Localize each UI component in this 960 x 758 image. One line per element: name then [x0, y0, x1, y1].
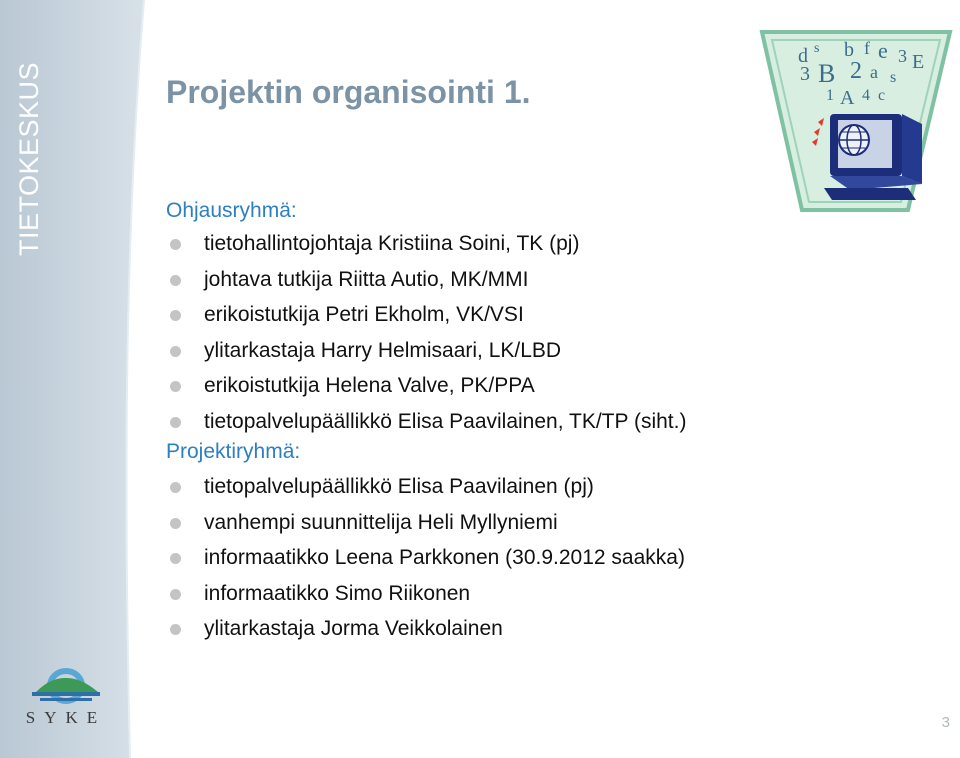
- logo-letter: c: [878, 87, 886, 104]
- list-item: informaatikko Simo Riikonen: [166, 576, 866, 612]
- logo-letter: 3: [898, 46, 907, 66]
- syke-logo: [18, 664, 114, 736]
- sidebar-vertical-label: [4, 0, 48, 256]
- list-item: tietopalvelupäällikkö Elisa Paavilainen (pj): [166, 469, 866, 505]
- list-item: informaatikko Leena Parkkonen (30.9.2012 saakka): [166, 540, 866, 576]
- list-item: tietopalvelupäällikkö Elisa Paavilainen, TK/TP (siht.): [166, 404, 866, 440]
- logo-letter: 1: [826, 87, 834, 104]
- slide-title: Projektin organisointi 1.: [166, 74, 531, 110]
- logo-letter: f: [864, 38, 870, 58]
- list-item: johtava tutkija Riitta Autio, MK/MMI: [166, 262, 866, 298]
- logo-letter: 4: [862, 87, 870, 104]
- logo-letter: b: [844, 39, 854, 61]
- steering-group-heading: Ohjausryhmä:: [166, 199, 297, 222]
- syke-logo-text: SYKE: [25, 708, 107, 727]
- project-group-heading: Projektiryhmä:: [166, 440, 301, 463]
- logo-letter: s: [890, 69, 897, 86]
- steering-group-list: [166, 226, 866, 439]
- logo-letter: 2: [850, 58, 862, 84]
- logo-letter: E: [912, 51, 925, 73]
- list-item: vanhempi suunnittelija Heli Myllyniemi: [166, 505, 866, 541]
- logo-letter: A: [840, 87, 855, 109]
- slide-content: [166, 196, 866, 647]
- tietokeskus-label: TIETOKESKUS: [14, 61, 44, 256]
- logo-letter: e: [878, 38, 888, 63]
- logo-letter: d: [798, 45, 808, 67]
- computer-monitor-globe-icon: [758, 28, 954, 214]
- logo-letter: s: [814, 41, 820, 56]
- list-item: ylitarkastaja Jorma Veikkolainen: [166, 611, 866, 647]
- list-item: ylitarkastaja Harry Helmisaari, LK/LBD: [166, 333, 866, 369]
- list-item: erikoistutkija Petri Ekholm, VK/VSI: [166, 297, 866, 333]
- page-number: 3: [941, 714, 950, 731]
- logo-letter: a: [870, 62, 878, 82]
- list-item: tietohallintojohtaja Kristiina Soini, TK (pj): [166, 226, 866, 262]
- project-group-list: [166, 469, 866, 647]
- syke-emblem-icon: [18, 664, 114, 708]
- logo-letter: 3: [800, 63, 810, 85]
- list-item: erikoistutkija Helena Valve, PK/PPA: [166, 368, 866, 404]
- logo-letter: B: [818, 59, 836, 88]
